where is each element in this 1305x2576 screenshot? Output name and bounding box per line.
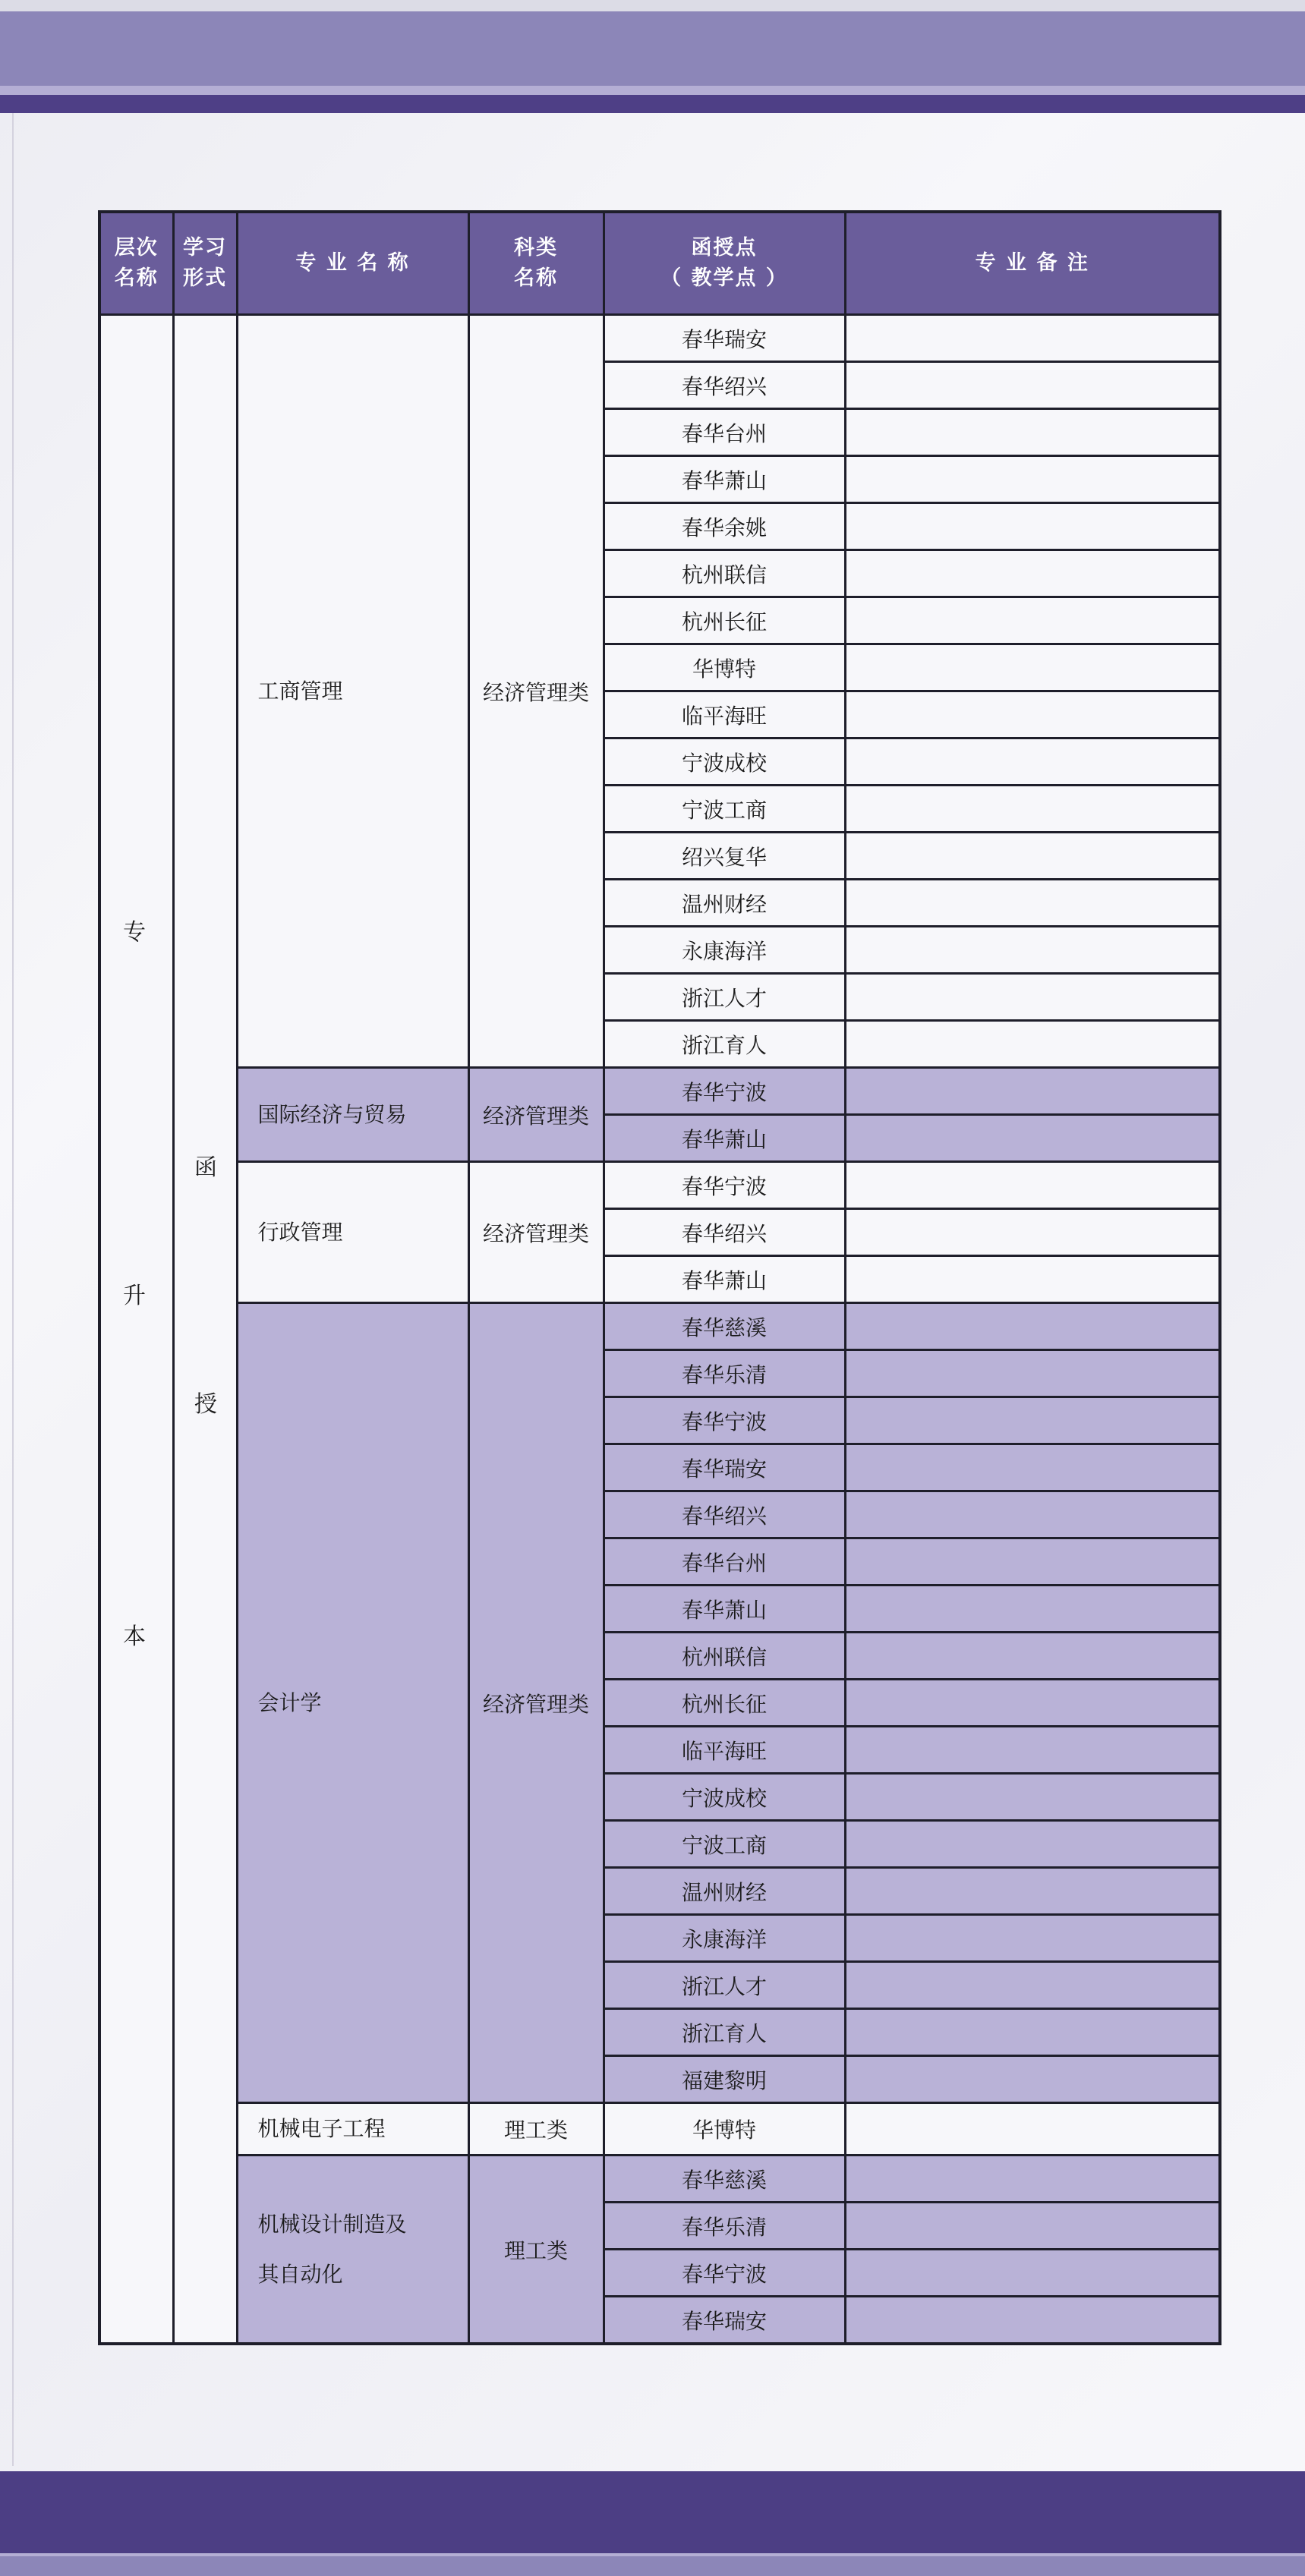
header-major: 专 业 名 称	[237, 212, 468, 315]
major-name-cell	[237, 2156, 468, 2345]
table-row	[99, 1162, 1220, 1209]
remark-cell	[845, 2250, 1220, 2297]
site-cell: 宁波工商	[604, 1821, 845, 1868]
remark-cell	[845, 1162, 1220, 1209]
site-cell: 杭州长征	[604, 1680, 845, 1727]
remark-cell	[845, 550, 1220, 597]
site-cell: 浙江育人	[604, 2009, 845, 2056]
remark-cell	[845, 597, 1220, 644]
major-name-text: 会计学	[257, 1690, 322, 1715]
level-char: 升	[123, 1283, 146, 1309]
site-cell: 温州财经	[604, 1868, 845, 1915]
remark-cell	[845, 2156, 1220, 2203]
site-cell: 绍兴复华	[604, 833, 845, 880]
site-cell: 华博特	[604, 644, 845, 691]
major-name-text: 工商管理	[257, 678, 343, 704]
site-cell: 浙江人才	[604, 974, 845, 1021]
remark-cell	[845, 738, 1220, 786]
study-mode-char: 函	[194, 1154, 217, 1181]
site-cell: 春华绍兴	[604, 362, 845, 409]
header-category: 科类 名称	[468, 212, 604, 315]
category-cell: 经济管理类	[468, 315, 604, 1068]
remark-cell	[845, 1821, 1220, 1868]
major-name-cell	[237, 1068, 468, 1162]
remark-cell	[845, 1444, 1220, 1491]
table-row	[99, 1303, 1220, 1350]
site-cell: 春华绍兴	[604, 1491, 845, 1538]
site-cell: 杭州长征	[604, 597, 845, 644]
major-name-text: 机械电子工程	[257, 2116, 386, 2141]
remark-cell	[845, 1350, 1220, 1397]
category-cell: 理工类	[468, 2103, 604, 2156]
remark-cell	[845, 786, 1220, 833]
site-cell: 春华宁波	[604, 1397, 845, 1444]
top-band-line	[0, 86, 1305, 95]
table-row	[99, 1068, 1220, 1115]
site-cell: 永康海洋	[604, 927, 845, 974]
header-level: 层次 名称	[99, 212, 173, 315]
remark-cell	[845, 1256, 1220, 1303]
site-cell: 临平海旺	[604, 691, 845, 738]
category-cell: 经济管理类	[468, 1068, 604, 1162]
remark-cell	[845, 409, 1220, 456]
remark-cell	[845, 362, 1220, 409]
remark-cell	[845, 1021, 1220, 1068]
major-name-cell	[237, 315, 468, 1068]
header-remark: 专 业 备 注	[845, 212, 1220, 315]
remark-cell	[845, 1491, 1220, 1538]
majors-table	[98, 210, 1221, 2345]
remark-cell	[845, 503, 1220, 550]
bottom-band	[0, 2471, 1305, 2553]
remark-cell	[845, 691, 1220, 738]
remark-cell	[845, 2297, 1220, 2345]
remark-cell	[845, 2056, 1220, 2103]
remark-cell	[845, 1962, 1220, 2009]
remark-cell	[845, 1303, 1220, 1350]
site-cell: 春华萧山	[604, 1586, 845, 1633]
level-cell	[99, 315, 173, 2345]
top-band	[0, 11, 1305, 86]
remark-cell	[845, 2103, 1220, 2156]
remark-cell	[845, 880, 1220, 927]
bottom-band-light	[0, 2556, 1305, 2576]
site-cell: 永康海洋	[604, 1915, 845, 1962]
site-cell: 春华宁波	[604, 2250, 845, 2297]
major-name-cell	[237, 1162, 468, 1303]
site-cell: 春华台州	[604, 1538, 845, 1586]
site-cell: 浙江人才	[604, 1962, 845, 2009]
site-cell: 春华瑞安	[604, 315, 845, 362]
table-row	[99, 315, 1220, 362]
site-cell: 华博特	[604, 2103, 845, 2156]
remark-cell	[845, 1868, 1220, 1915]
remark-cell	[845, 2009, 1220, 2056]
site-cell: 临平海旺	[604, 1727, 845, 1774]
site-cell: 春华萧山	[604, 1115, 845, 1162]
remark-cell	[845, 1586, 1220, 1633]
remark-cell	[845, 1727, 1220, 1774]
remark-cell	[845, 644, 1220, 691]
site-cell: 春华绍兴	[604, 1209, 845, 1256]
site-cell: 春华慈溪	[604, 2156, 845, 2203]
table-row	[99, 2156, 1220, 2203]
site-cell: 春华台州	[604, 409, 845, 456]
site-cell: 温州财经	[604, 880, 845, 927]
major-name-text: 行政管理	[257, 1219, 343, 1245]
remark-cell	[845, 1115, 1220, 1162]
site-cell: 宁波工商	[604, 786, 845, 833]
remark-cell	[845, 315, 1220, 362]
remark-cell	[845, 1209, 1220, 1256]
category-cell: 理工类	[468, 2156, 604, 2345]
study-mode-char: 授	[194, 1391, 217, 1418]
site-cell: 春华宁波	[604, 1068, 845, 1115]
top-band-light	[0, 0, 1305, 11]
remark-cell	[845, 1397, 1220, 1444]
site-cell: 春华乐清	[604, 1350, 845, 1397]
table-row	[99, 2103, 1220, 2156]
top-band-dark	[0, 95, 1305, 113]
remark-cell	[845, 833, 1220, 880]
remark-cell	[845, 927, 1220, 974]
major-name-cell	[237, 1303, 468, 2103]
site-cell: 春华萧山	[604, 456, 845, 503]
site-cell: 春华瑞安	[604, 1444, 845, 1491]
major-name-text: 其自动化	[257, 2261, 343, 2287]
remark-cell	[845, 1915, 1220, 1962]
remark-cell	[845, 1068, 1220, 1115]
site-cell: 春华慈溪	[604, 1303, 845, 1350]
major-name-cell	[237, 2103, 468, 2156]
site-cell: 杭州联信	[604, 550, 845, 597]
site-cell: 福建黎明	[604, 2056, 845, 2103]
site-cell: 春华萧山	[604, 1256, 845, 1303]
site-cell: 春华乐清	[604, 2203, 845, 2250]
site-cell: 春华余姚	[604, 503, 845, 550]
remark-cell	[845, 1774, 1220, 1821]
major-name-text: 机械设计制造及	[257, 2211, 407, 2237]
category-cell: 经济管理类	[468, 1303, 604, 2103]
remark-cell	[845, 1633, 1220, 1680]
site-cell: 春华瑞安	[604, 2297, 845, 2345]
site-cell: 杭州联信	[604, 1633, 845, 1680]
site-cell: 浙江育人	[604, 1021, 845, 1068]
major-name-text: 国际经济与贸易	[257, 1101, 407, 1127]
remark-cell	[845, 456, 1220, 503]
level-char: 本	[123, 1623, 146, 1650]
site-cell: 宁波成校	[604, 738, 845, 786]
header-study-mode: 学习 形式	[173, 212, 237, 315]
remark-cell	[845, 2203, 1220, 2250]
left-margin-rule	[12, 113, 14, 2466]
site-cell: 春华宁波	[604, 1162, 845, 1209]
level-char: 专	[123, 919, 146, 946]
table-header-row	[99, 212, 1220, 315]
header-site: 函授点 （ 教学点 ）	[604, 212, 845, 315]
remark-cell	[845, 1538, 1220, 1586]
site-cell: 宁波成校	[604, 1774, 845, 1821]
study-mode-cell	[173, 315, 237, 2345]
remark-cell	[845, 1680, 1220, 1727]
category-cell: 经济管理类	[468, 1162, 604, 1303]
remark-cell	[845, 974, 1220, 1021]
